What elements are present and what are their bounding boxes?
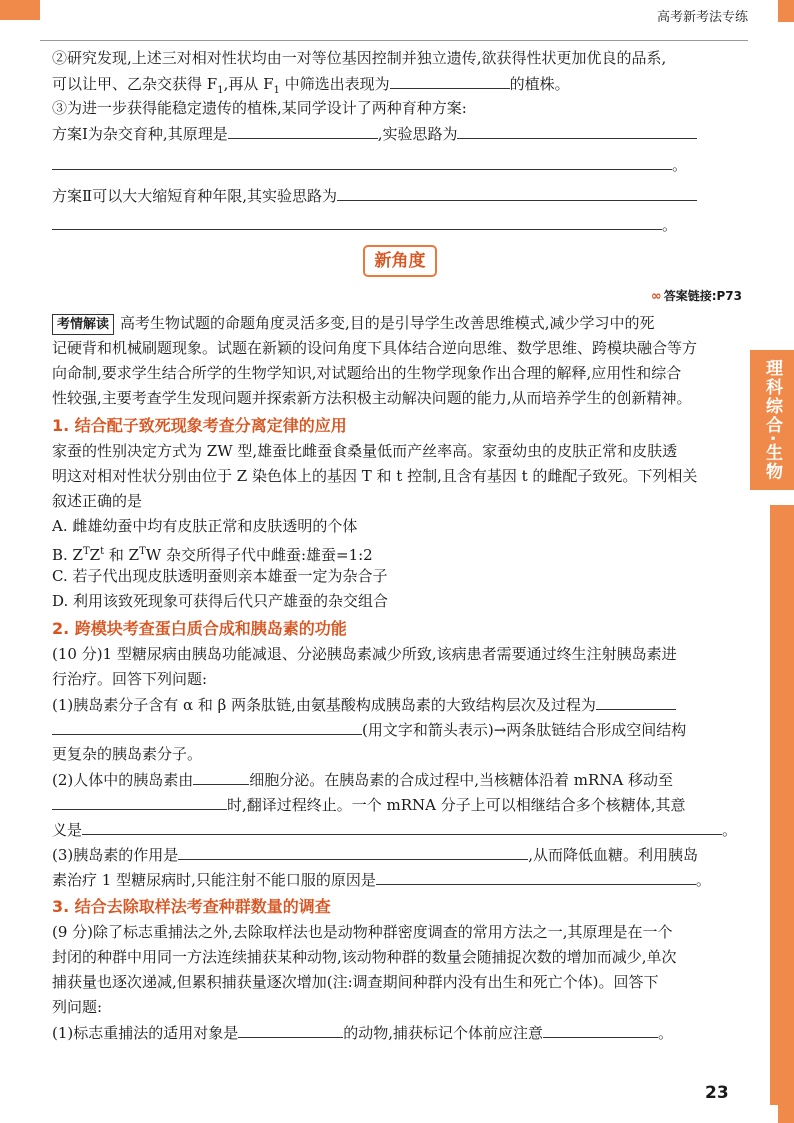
text: (10 分)1 型糖尿病由胰岛功能减退、分泌胰岛素减少所致,该病患者需要通过终生注射胰岛素进 [52, 645, 677, 663]
text: 。 [672, 156, 688, 174]
text: (用文字和箭头表示)→两条肽链结合形成空间结构 [362, 721, 687, 739]
text-line [52, 96, 742, 121]
text: 捕获量也逐次递减,但累积捕获量逐次增加(注:调查期间种群内没有出生和死亡个体)。回答下 [52, 973, 659, 991]
text-line [52, 71, 742, 96]
superscript: T [139, 546, 146, 557]
text: 。 [658, 1024, 674, 1042]
answer-blank[interactable] [376, 867, 696, 885]
superscript: T [82, 546, 90, 557]
text: 明这对相对性状分别由位于 Z 染色体上的基因 T 和 t 控制,且含有基因 t 的雌配子致死。下列相关 [52, 467, 698, 485]
text-line [52, 642, 742, 667]
answer-blank[interactable] [457, 121, 697, 139]
answer-blank[interactable] [52, 152, 672, 170]
text-line [52, 1020, 742, 1045]
text: B. Z [52, 546, 83, 564]
text: D. 利用该致死现象可获得后代只产雄蚕的杂交组合 [52, 592, 389, 610]
text-line [52, 361, 742, 386]
option-d[interactable] [52, 589, 742, 614]
question-title: 3. 结合去除取样法考查种群数量的调查 [52, 897, 331, 916]
text: C. 若子代出现皮肤透明蚕则亲本雄蚕一定为杂合子 [52, 567, 388, 585]
text-line [52, 842, 742, 867]
text-line [52, 464, 742, 489]
text-line [52, 439, 742, 464]
subscript: 1 [217, 85, 224, 96]
intro-tag: 考情解读 [52, 314, 114, 335]
option-b[interactable] [52, 539, 742, 564]
text: 性较强,主要考查学生发现问题并探索新方法积极主动解决问题的能力,从而培养学生的创新精神。 [52, 389, 692, 407]
text: ,再从 F [223, 75, 274, 93]
text-line [52, 792, 742, 817]
answer-link-text: 答案链接:P73 [663, 289, 742, 303]
text-line [52, 46, 742, 71]
text: ③为进一步获得能稳定遗传的植株,某同学设计了两种育种方案: [52, 99, 467, 117]
question-title: 1. 结合配子致死现象考查分离定律的应用 [52, 416, 347, 435]
text: 向命制,要求学生结合所学的生物学知识,对试题给出的生物学现象作出合理的解释,应用性和综合 [52, 364, 682, 382]
text: 行治疗。回答下列问题: [52, 670, 208, 688]
subscript: 1 [273, 85, 280, 96]
text: 更复杂的胰岛素分子。 [52, 745, 203, 763]
subject-side-tab: 理科综合·生物 [750, 350, 794, 490]
text-line [52, 212, 742, 237]
answer-blank[interactable] [543, 1020, 658, 1038]
section-banner: 新角度 [363, 245, 437, 277]
answer-blank[interactable] [238, 1020, 343, 1038]
text: 素治疗 1 型糖尿病时,只能注射不能口服的原因是 [52, 871, 376, 889]
text: 和 Z [104, 546, 140, 564]
corner-decoration [0, 0, 40, 20]
text: (3)胰岛素的作用是 [52, 846, 179, 864]
page-content [52, 46, 742, 1045]
text: 的植株。 [509, 75, 570, 93]
answer-link[interactable] [52, 285, 742, 307]
text: (2)人体中的胰岛素由 [52, 771, 194, 789]
text: Z [89, 546, 101, 564]
text: 。 [695, 871, 711, 889]
text: 记硬背和机械刷题现象。试题在新颖的设问角度下具体结合逆向思维、数学思维、跨模块融合等方 [52, 339, 698, 357]
text-line [52, 311, 742, 336]
option-c[interactable] [52, 564, 742, 589]
answer-blank[interactable] [193, 767, 249, 785]
question-title: 2. 跨模块考查蛋白质合成和胰岛素的功能 [52, 619, 347, 638]
text: 义是 [52, 821, 83, 839]
answer-blank[interactable] [52, 792, 227, 810]
text-line [52, 867, 742, 892]
text: 叙述正确的是 [52, 492, 143, 510]
option-a[interactable] [52, 514, 742, 539]
superscript: t [100, 546, 105, 557]
corner-decoration [778, 0, 794, 22]
answer-blank[interactable] [390, 71, 510, 89]
text: W 杂交所得子代中雌蚕:雄蚕=1:2 [145, 546, 373, 564]
text-line [52, 692, 742, 717]
text-line [52, 386, 742, 411]
text-line [52, 920, 742, 945]
text-line [52, 817, 742, 842]
text-line [52, 717, 742, 742]
page-number: 23 [705, 1083, 729, 1103]
answer-blank[interactable] [337, 183, 697, 201]
answer-blank[interactable] [52, 717, 362, 735]
text: 的动物,捕获标记个体前应注意 [343, 1024, 544, 1042]
answer-blank[interactable] [82, 817, 722, 835]
text-line [52, 767, 742, 792]
answer-blank[interactable] [52, 212, 662, 230]
text: A. 雌雄幼蚕中均有皮肤正常和皮肤透明的个体 [52, 517, 358, 535]
text-line [52, 152, 742, 177]
text: 高考生物试题的命题角度灵活多变,目的是引导学生改善思维模式,减少学习中的死 [120, 314, 655, 332]
text: 列问题: [52, 998, 103, 1016]
text: 中筛选出表现为 [279, 75, 390, 93]
text-line [52, 336, 742, 361]
text-line [52, 995, 742, 1020]
series-title: 高考新考法专练 [656, 10, 748, 25]
text: 。 [722, 821, 738, 839]
text-line [52, 970, 742, 995]
text: 时,翻译过程终止。一个 mRNA 分子上可以相继结合多个核糖体,其意 [227, 796, 686, 814]
link-icon: ∞ [650, 289, 662, 304]
text: 方案Ⅰ为杂交育种,其原理是 [52, 125, 228, 143]
text: (1)胰岛素分子含有 α 和 β 两条肽链,由氨基酸构成胰岛素的大致结构层次及过程为 [52, 696, 596, 714]
text: (1)标志重捕法的适用对象是 [52, 1024, 239, 1042]
text: 家蚕的性别决定方式为 ZW 型,雄蚕比雌蚕食桑量低而产丝率高。家蚕幼虫的皮肤正常和皮肤透 [52, 442, 678, 460]
text: ,实验思路为 [377, 125, 458, 143]
text: ,从而降低血糖。利用胰岛 [528, 846, 699, 864]
answer-blank[interactable] [596, 692, 676, 710]
answer-blank[interactable] [228, 121, 378, 139]
side-bar-decoration [770, 505, 794, 1105]
text: ②研究发现,上述三对相对性状均由一对等位基因控制并独立遗传,欲获得性状更加优良的品系, [52, 49, 667, 67]
text: 封闭的种群中用同一方法连续捕获某种动物,该动物种群的数量会随捕捉次数的增加而减少,单次 [52, 948, 677, 966]
text-line [52, 667, 742, 692]
text-line [52, 742, 742, 767]
text: 方案Ⅱ可以大大缩短育种年限,其实验思路为 [52, 187, 337, 205]
answer-blank[interactable] [178, 842, 528, 860]
text-line [52, 945, 742, 970]
text: 。 [662, 216, 678, 234]
text: (9 分)除了标志重捕法之外,去除取样法也是动物种群密度调查的常用方法之一,其原理是在一个 [52, 923, 673, 941]
text-line [52, 121, 742, 146]
text: 可以让甲、乙杂交获得 F [52, 75, 218, 93]
text: 细胞分泌。在胰岛素的合成过程中,当核糖体沿着 mRNA 移动至 [249, 771, 674, 789]
page-header [40, 0, 748, 41]
text-line [52, 489, 742, 514]
text-line [52, 183, 742, 208]
section-banner-wrap [52, 237, 742, 285]
